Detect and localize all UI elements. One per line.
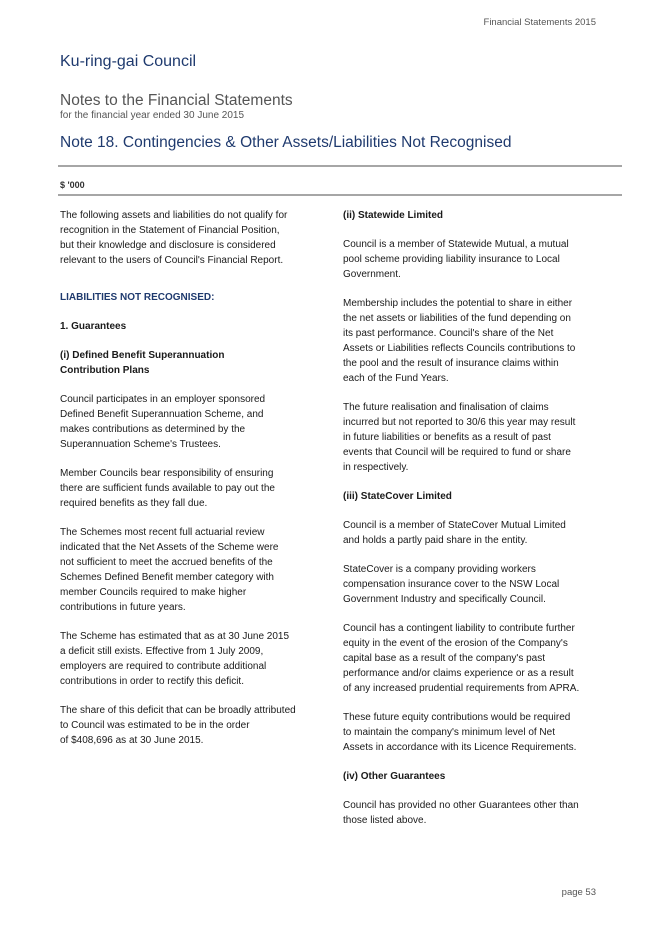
paragraph: Council is a member of StateCover Mutual Limited and holds a partly paid share in the entity. [343,520,566,546]
note-heading: Note 18. Contingencies & Other Assets/Liabilities Not Recognised [60,134,512,151]
paragraph: Council has provided no other Guarantees other than those listed above. [343,800,579,826]
period-subtitle: for the financial year ended 30 June 2015 [60,110,245,121]
paragraph: These future equity contributions would be required to maintain the company's minimum level of Net Assets in accordance with its Licence Requirements. [343,712,577,753]
statewide-heading: (ii) Statewide Limited [343,210,444,221]
statecover-heading: (iii) StateCover Limited [343,491,452,502]
paragraph: Council participates in an employer sponsored Defined Benefit Superannuation Scheme, and makes contributions as determined by the Superannuation Scheme's Trustees. [60,394,266,450]
paragraph: The Schemes most recent full actuarial review indicated that the Net Assets of the Scheme were not sufficient to meet the accrued benefits of the Schemes Defined Benefit member category with member Councils required to make higher contributions in future years. [60,527,279,613]
units-label: $ '000 [60,180,85,190]
intro-paragraph: The following assets and liabilities do not qualify for recognition in the Statement of Financial Position, but their knowledge and disclosure is considered relevant to the users of Council's Financial Report. [60,210,288,266]
notes-title: Notes to the Financial Statements [60,92,293,109]
section-heading: LIABILITIES NOT RECOGNISED: [60,292,215,303]
paragraph: Council has a contingent liability to contribute further equity in the event of the erosion of the Company's capital base as a result of the company's past performance and/or claims experience or as a result of any increased prudential requirements from APRA. [343,623,580,694]
page-number: page 53 [561,887,596,898]
divider-bottom [58,194,622,196]
defined-benefit-heading: (i) Defined Benefit Superannuation Contribution Plans [60,350,225,376]
left-column [60,208,322,762]
other-guarantees-heading: (iv) Other Guarantees [343,771,446,782]
paragraph: Member Councils bear responsibility of ensuring there are sufficient funds available to pay out the required benefits as they fall due. [60,468,275,509]
guarantees-heading: 1. Guarantees [60,321,127,332]
paragraph: Membership includes the potential to share in either the net assets or liabilities of the fund depending on its past performance. Council's share of the Net Assets or Liabilities reflects Councils contributions to the pool and the result of insurance claims within each of the Fund Years. [343,298,576,384]
paragraph: The share of this deficit that can be broadly attributed to Council was estimated to be in the order of $408,696 as at 30 June 2015. [60,705,296,746]
right-column [343,208,605,842]
paragraph: The Scheme has estimated that as at 30 June 2015 a deficit still exists. Effective from 1 July 2009, employers are required to contribute additional contributions in order to rectify this deficit. [60,631,290,687]
paragraph: Council is a member of Statewide Mutual, a mutual pool scheme providing liability insurance to Local Government. [343,239,569,280]
council-name: Ku-ring-gai Council [60,53,197,70]
paragraph: StateCover is a company providing workers compensation insurance cover to the NSW Local Government Industry and specifically Council. [343,564,560,605]
running-header: Financial Statements 2015 [483,17,596,28]
paragraph: The future realisation and finalisation of claims incurred but not reported to 30/6 this year may result in future liabilities or benefits as a result of past events that Council will be required to fund or share in respectively. [343,402,576,473]
divider-top [58,165,622,167]
